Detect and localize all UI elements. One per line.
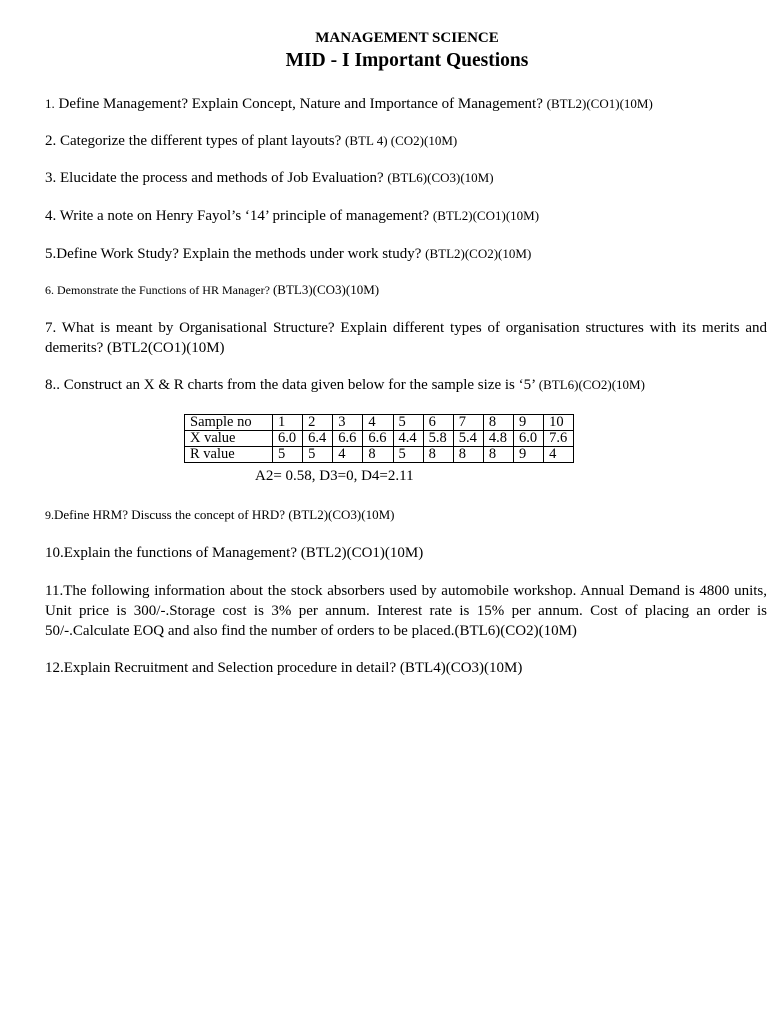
question-8-tags: (BTL6)(CO2)(10M) [538,377,645,392]
table-cell: 3 [333,415,363,431]
table-cell: 6.4 [303,431,333,447]
question-8 [45,375,767,395]
table-cell: 4 [333,447,363,463]
question-6-tags: (BTL3)(CO3)(10M) [272,282,380,297]
question-12-text: 12.Explain Recruitment and Selection procedure in detail? (BTL4)(CO3)(10M) [45,660,523,676]
question-8-text: Construct an X & R charts from the data given below for the sample size is ‘5’ [60,377,539,393]
question-2 [45,131,767,151]
table-cell: 5 [303,447,333,463]
question-7-text: What is meant by Organisational Structure? Explain different types of organisation structures with its merits and demerits? (BTL2(CO1)(10M) [45,320,767,356]
table-cell: 6.0 [273,431,303,447]
table-cell: 7 [453,415,483,431]
question-2-number: 2. [45,133,57,149]
table-cell: 6.0 [514,431,544,447]
table-row-x [185,431,574,447]
data-table [184,414,574,463]
question-6-number: 6. [45,283,54,297]
table-row-sample [185,415,574,431]
table-cell: 5 [393,415,423,431]
question-9-number: 9. [45,508,54,522]
question-3-number: 3. [45,170,57,186]
table-cell: 6.6 [363,431,393,447]
table-row-r [185,447,574,463]
question-3-text: Elucidate the process and methods of Job Evaluation? [56,170,388,186]
table-cell: 9 [514,415,544,431]
question-3 [45,168,767,188]
question-4-number: 4. [45,208,57,224]
table-cell: 8 [483,415,513,431]
question-12 [45,658,767,678]
question-1-text: Define Management? Explain Concept, Nature and Importance of Management? [54,96,547,112]
table-cell: 4 [544,447,574,463]
question-5-text: Define Work Study? Explain the methods under work study? [56,246,426,262]
table-cell: 2 [303,415,333,431]
table-cell: Sample no [185,415,273,431]
subject-heading: MANAGEMENT SCIENCE [315,30,499,46]
question-1-number: 1. [45,96,55,111]
question-7-number: 7. [45,320,57,336]
table-cell: 6 [423,415,453,431]
question-3-tags: (BTL6)(CO3)(10M) [387,170,494,185]
table-cell: 5.8 [423,431,453,447]
table-cell: 8 [363,447,393,463]
question-1-tags: (BTL2)(CO1)(10M) [546,96,653,111]
table-cell: 8 [483,447,513,463]
question-1 [45,94,767,114]
table-cell: 8 [453,447,483,463]
question-5-tags: (BTL2)(CO2)(10M) [425,246,532,261]
question-11-text: 11.The following information about the stock absorbers used by automobile workshop. Annual Demand is 4800 units, Unit price is 300/-.Storage cost is 3% per annum. Interest rate is 15% per annum. Cost of placing an order is 50/-.Calculate EOQ and also find the number of orders to be placed.(BTL6)(CO2)(10M) [45,583,767,639]
table-cell: 9 [514,447,544,463]
question-9-text: Define HRM? Discuss the concept of HRD? [54,507,289,522]
question-5-number: 5. [45,246,57,262]
table-cell: 7.6 [544,431,574,447]
table-cell: 1 [273,415,303,431]
question-5 [45,244,767,264]
question-6-text: Demonstrate the Functions of HR Manager? [54,283,273,297]
table-cell: 4.8 [483,431,513,447]
question-11 [45,581,767,641]
question-4 [45,206,767,226]
question-9-tags: (BTL2)(CO3)(10M) [288,507,395,522]
chart-constants: A2= 0.58, D3=0, D4=2.11 [255,468,414,484]
table-cell: 4.4 [393,431,423,447]
question-2-tags: (BTL 4) (CO2)(10M) [345,133,458,148]
table-cell: 6.6 [333,431,363,447]
question-8-number: 8.. [45,377,60,393]
question-10 [45,543,767,563]
page-title: MID - I Important Questions [285,50,529,71]
question-7 [45,318,767,358]
table-cell: 5.4 [453,431,483,447]
table-cell: R value [185,447,273,463]
question-10-number: 10. [45,545,64,561]
question-9 [45,505,767,525]
question-10-text: Explain the functions of Management? (BTL2)(CO1)(10M) [63,545,424,561]
table-cell: 4 [363,415,393,431]
table-cell: X value [185,431,273,447]
table-cell: 5 [393,447,423,463]
table-cell: 8 [423,447,453,463]
question-6 [45,280,767,300]
table-cell: 5 [273,447,303,463]
question-4-text: Write a note on Henry Fayol’s ‘14’ principle of management? [56,208,433,224]
table-cell: 10 [544,415,574,431]
question-4-tags: (BTL2)(CO1)(10M) [432,208,540,223]
question-2-text: Categorize the different types of plant layouts? [56,133,346,149]
